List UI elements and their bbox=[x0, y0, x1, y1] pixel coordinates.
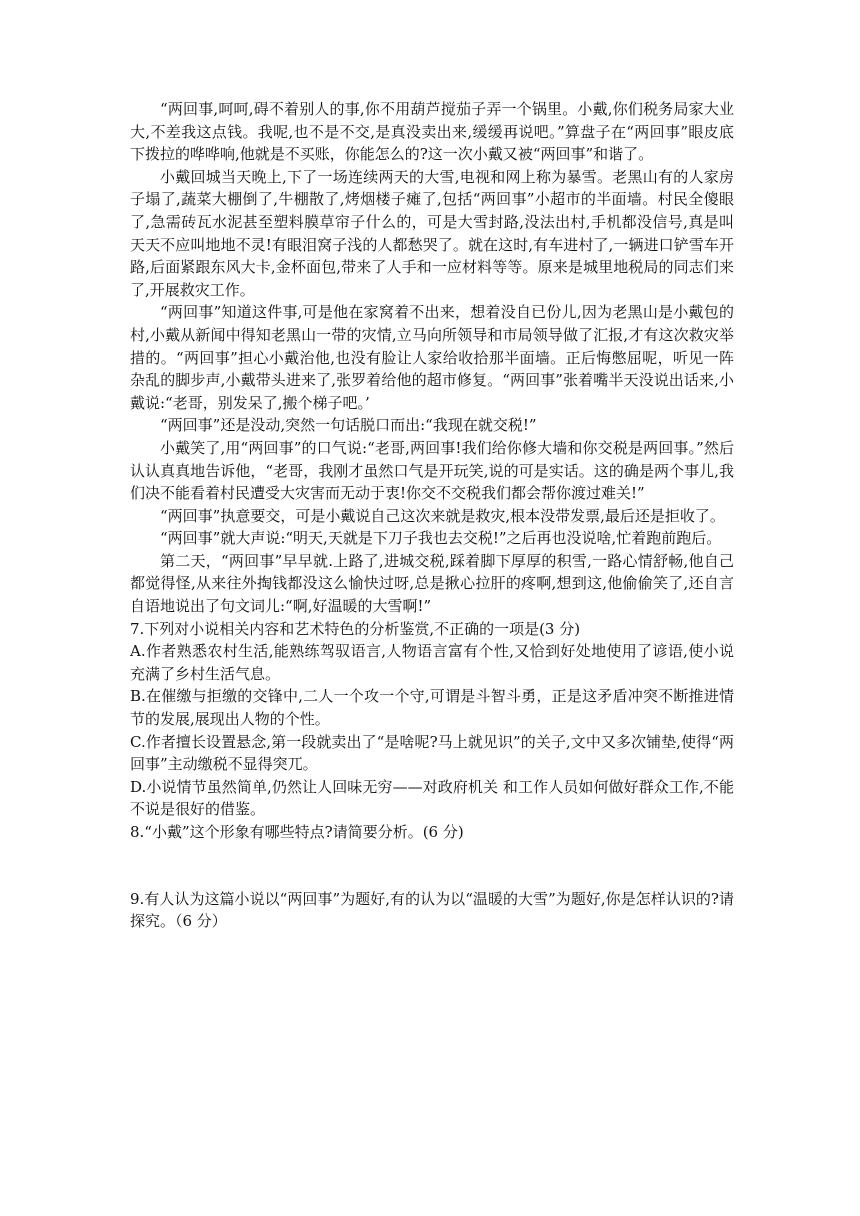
story-paragraph-4: “两回事”还是没动,突然一句话脱口而出:“我现在就交税!” bbox=[160, 416, 537, 435]
question-9-stem: 9.有人认为这篇小说以“两回事”为题好,有的认为以“温暖的大雪”为题好,你是怎样认识的?请探究。（6 分） bbox=[130, 889, 734, 931]
story-paragraph-2: 小戴回城当天晚上,下了一场连续两天的大雪,电视和网上称为暴雪。老黑山有的人家房子塌了,蔬菜大棚倒了,牛棚散了,烤烟楼子瘫了,包括“两回事”小超市的半面墙。村民全傻眼了,急需砖瓦水泥甚至塑料膜草帘子什么的，可是大雪封路,没法出村,手机都没信号,真是叫天天不应叫地地不灵!有眼泪窝子浅的人都愁哭了。就在这时,有车进村了,一辆进口铲雪车开路,后面紧跟东风大卡,金杯面包,带来了人手和一应材料等等。原来是城里地税局的同志们来了,开展救灾工作。 bbox=[130, 167, 734, 299]
question-7-option-c: C.作者擅长设置悬念,第一段就卖出了“是啥呢?马上就见识”的关子,文中又多次铺垫,使得“两回事”主动缴税不显得突兀。 bbox=[130, 732, 734, 774]
answer-space-8 bbox=[130, 844, 734, 888]
question-7-stem: 7.下列对小说相关内容和艺术特色的分析鉴赏,不正确的一项是(3 分) bbox=[130, 619, 581, 638]
document-page bbox=[130, 98, 734, 933]
question-7-option-a: A.作者熟悉农村生活,能熟练驾驭语言,人物语言富有个性,又恰到好处地使用了谚语,使小说充满了乡村生活气息。 bbox=[130, 642, 734, 683]
question-9 bbox=[130, 888, 734, 933]
question-7 bbox=[130, 618, 734, 821]
story-paragraph-8: 第二天，“两回事”早早就.上路了,进城交税,踩着脚下厚厚的积雪,一路心情舒畅,他自己都觉得怪,从来往外掏钱都没这么愉快过呀,总是揪心拉肝的疼啊,想到这,他偷偷笑了,还自言自语地说出了句文词儿:“啊,好温暖的大雪啊!” bbox=[130, 551, 734, 616]
story-paragraph-7: “两回事”就大声说:“明天,天就是下刀子我也去交税!”之后再也没说啥,忙着跑前跑后。 bbox=[160, 529, 722, 548]
question-8 bbox=[130, 821, 734, 888]
question-7-option-b: B.在催缴与拒缴的交锋中,二人一个攻一个守,可谓是斗智斗勇，正是这矛盾冲突不断推进情节的发展,展现出人物的个性。 bbox=[130, 687, 734, 729]
question-8-stem: 8.“小戴”这个形象有哪些特点?请简要分析。(6 分) bbox=[130, 823, 464, 841]
story-paragraph-1: “两回事,呵呵,碍不着别人的事,你不用葫芦搅茄子弄一个锅里。小戴,你们税务局家大业大,不差我这点钱。我呢,也不是不交,是真没卖出来,缓缓再说吧。”算盘子在“两回事”眼皮底下拨拉的哗哗响,他就是不买账，你能怎么的?这一次小戴又被“两回事”和谐了。 bbox=[130, 100, 734, 164]
story-paragraph-6: “两回事”执意要交，可是小戴说自己这次来就是救灾,根本没带发票,最后还是拒收了。 bbox=[160, 506, 725, 525]
story-paragraph-3: “两回事”知道这件事,可是他在家窝着不出来，想着没自已份儿,因为老黑山是小戴包的村,小戴从新闻中得知老黑山一带的灾情,立马向所领导和市局领导做了汇报,才有这次救灾举措的。“两回事”担心小戴治他,也没有脸让人家给收拾那半面墙。正后悔憋屈呢，听见一阵杂乱的脚步声,小戴带头进来了,张罗着给他的超市修复。“两回事”张着嘴半天没说出话来,小戴说:“老哥，别发呆了,搬个梯子吧。’ bbox=[130, 303, 734, 412]
question-7-option-d: D.小说情节虽然简单,仍然让人回味无穷——对政府机关 和工作人员如何做好群众工作,不能不说是很好的借鉴。 bbox=[130, 777, 734, 819]
story-paragraph-5: 小戴笑了,用“两回事”的口气说:“老哥,两回事!我们给你修大墙和你交税是两回事。”然后认认真真地告诉他，“老哥，我刚才虽然口气是开玩笑,说的可是实话。这的确是两个事儿,我们决不能看着村民遭受大灾害而无动于衷!你交不交税我们都会帮你渡过难关!” bbox=[130, 438, 734, 503]
